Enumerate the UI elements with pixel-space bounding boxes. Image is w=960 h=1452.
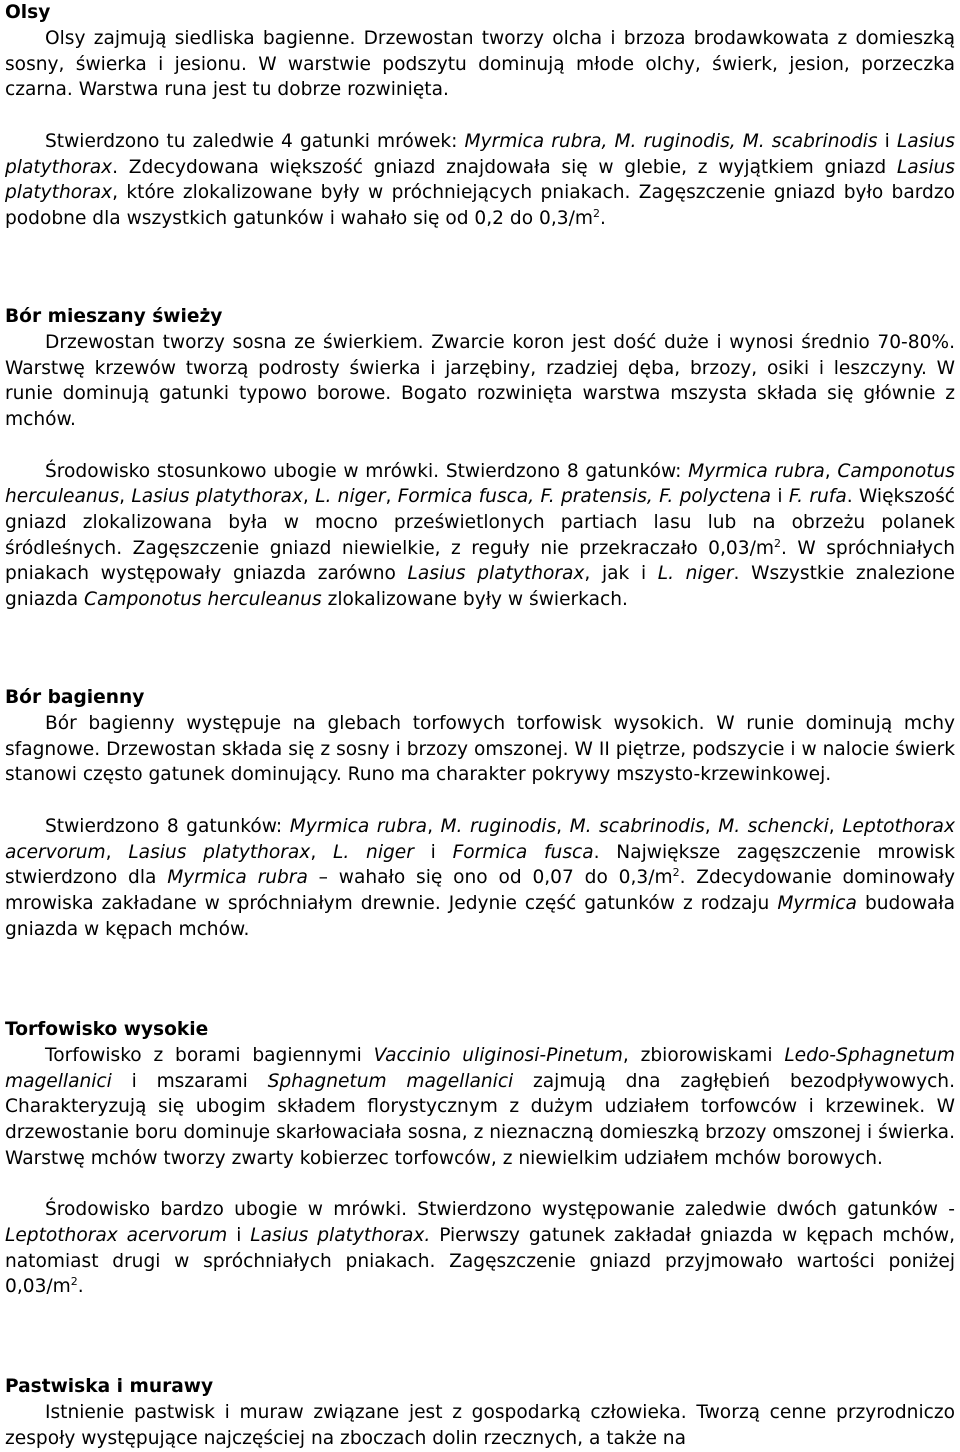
species-name: Myrmica rubra	[289, 815, 428, 837]
species-name: L. niger	[315, 486, 386, 508]
superscript: 2	[672, 866, 680, 880]
section-title: Olsy	[5, 2, 51, 23]
text-run: Bór bagienny występuje na glebach torfowych torfowisk wysokich. W runie dominują mchy sfagnowe. Drzewostan składa się z sosny i brzozy omszonej. W II piętrze, podszycie i w nalocie świerk stanowi często gatunek dominujący. Runo ma charakter pokrywy mszysto-krzewinkowej.	[5, 713, 955, 786]
paragraph	[5, 1197, 955, 1300]
text-run: Istnienie pastwisk i muraw związane jest z gospodarką człowieka. Tworzą cenne przyrodniczo zespoły występujące najczęściej na zboczach dolin rzecznych, a także na	[5, 1402, 955, 1449]
superscript: 2	[592, 206, 600, 220]
species-name: Camponotus herculeanus	[5, 460, 955, 508]
species-name: M. ruginodis	[440, 815, 557, 837]
text-run: zlokalizowane były w świerkach.	[321, 589, 628, 611]
text-run: ,	[556, 815, 570, 837]
text-run: ,	[824, 460, 838, 482]
species-name: M. scabrinodis	[569, 815, 705, 837]
text-run: . W spróchniałych pniakach występowały gniazda zarówno	[5, 537, 955, 585]
text-run: – wahało się ono od 0,07 do 0,3/m	[307, 867, 673, 889]
text-run: Środowisko stosunkowo ubogie w mrówki. Stwierdzono 8 gatunków:	[45, 460, 689, 482]
superscript: 2	[773, 536, 781, 550]
text-run: i	[413, 841, 453, 863]
text-run: Pierwszy gatunek zakładał gniazda w kępach mchów, natomiast drugi w spróchniałych pniakach. Zagęszczenie gniazd przyjmowało wartości poniżej 0,03/m	[5, 1224, 955, 1298]
species-name: Lasius platythorax	[131, 486, 303, 508]
species-name: Formica fusca, F. pratensis, F. polyctena	[397, 486, 772, 508]
text-run: Torfowisko z borami bagiennymi	[45, 1045, 374, 1066]
text-run: ,	[105, 841, 129, 863]
species-name: Camponotus herculeanus	[84, 589, 322, 611]
section-title: Torfowisko wysokie	[5, 1019, 209, 1040]
paragraph	[5, 814, 955, 943]
text-run: Drzewostan tworzy sosna ze świerkiem. Zwarcie koron jest dość duże i wynosi średnio 70-80%. Warstwę krzewów tworzą podrosty świerka i jarzębiny, rzadziej dęba, brzozy, osiki i leszczyny. W runie dominują gatunki typowo borowe. Bogato rozwinięta warstwa mszysta składa się głównie z mchów.	[5, 332, 955, 431]
text-run: ,	[119, 486, 132, 508]
text-run: zajmują dna zagłębień bezodpływowych. Charakteryzują się ubogim składem florystycznym z dużym udziałem torfowców i krzewinek. W drzewostanie boru dominuje skarłowaciała sosna, z nieznaczną domieszką brzozy omszonej i świerka. Warstwę mchów tworzy zwarty kobierzec torfowców, z niewielkim udziałem mchów borowych.	[5, 1070, 955, 1169]
species-name: Vaccinio uliginosi-Pinetum	[373, 1045, 623, 1066]
text-run: , jak i	[584, 563, 658, 585]
species-name: Myrmica rubra	[688, 460, 825, 482]
species-name: Leptothorax acervorum	[5, 1224, 228, 1246]
section-bor-bagienny	[5, 685, 955, 942]
species-name: L. niger	[657, 563, 734, 585]
text-run: . Zdecydowanie dominowały mrowiska zakładane w spróchniałym drewnie. Jedynie część gatunków z rodzaju	[5, 867, 955, 914]
text-run: i	[771, 486, 789, 508]
text-run: . Największe zagęszczenie mrowisk stwierdzono dla	[5, 841, 955, 889]
text-run: . Większość gniazd zlokalizowana była w mocno prześwietlonych partiach lasu lub na obrzeżu polanek śródleśnych. Zagęszczenie gniazd niewielkie, z reguły nie przekraczało 0,03/m	[5, 486, 956, 559]
paragraph	[5, 459, 955, 613]
text-run: . Wszystkie znalezione gniazda	[5, 563, 955, 611]
section-pastwiska-i-murawy	[5, 1374, 955, 1451]
species-name: Lasius platythorax	[5, 130, 955, 178]
text-run: Środowisko bardzo ubogie w mrówki. Stwierdzono występowanie zaledwie dwóch gatunków -	[45, 1199, 955, 1221]
text-run: ,	[310, 841, 333, 863]
text-run: ,	[828, 815, 843, 837]
section-title: Pastwiska i murawy	[5, 1376, 214, 1397]
text-run: budowała gniazda w kępach mchów.	[5, 892, 955, 940]
section-torfowisko-wysokie	[5, 1017, 955, 1300]
text-run: i	[877, 130, 897, 152]
text-run: , które zlokalizowane były w próchniejących pniakach. Zagęszczenie gniazd było bardzo podobne dla wszystkich gatunków i wahało się od 0,2 do 0,3/m	[5, 182, 955, 229]
species-name: L. niger	[333, 841, 414, 863]
paragraph	[5, 1043, 955, 1172]
paragraph	[5, 330, 955, 433]
species-name: F. rufa	[788, 486, 847, 508]
paragraph	[5, 711, 955, 788]
text-run: , zbiorowiskami	[622, 1045, 785, 1066]
text-run: .	[77, 1276, 84, 1298]
text-run: ,	[427, 815, 441, 837]
paragraph	[5, 129, 955, 232]
section-olsy	[5, 0, 955, 232]
paragraph	[5, 26, 955, 103]
section-title: Bór mieszany świeży	[5, 306, 223, 327]
species-name: Formica fusca	[452, 841, 594, 863]
species-name: Lasius platythorax	[5, 156, 955, 204]
text-run: Stwierdzono tu zaledwie 4 gatunki mrówek:	[45, 130, 465, 152]
text-run: i mszarami	[111, 1070, 268, 1092]
text-run: . Zdecydowana większość gniazd znajdowała się w glebie, z wyjątkiem gniazd	[112, 156, 897, 178]
text-run: Olsy zajmują siedliska bagienne. Drzewostan tworzy olcha i brzoza brodawkowata z domieszką sosny, świerka i jesionu. W warstwie podszytu dominują młode olchy, świerk, jesion, porzeczka czarna. Warstwa runa jest tu dobrze rozwinięta.	[5, 28, 955, 101]
text-run: i	[227, 1224, 251, 1246]
species-name: Lasius platythorax.	[250, 1224, 431, 1246]
species-name: Lasius platythorax	[407, 563, 585, 585]
text-run: .	[599, 207, 606, 229]
species-name: Leptothorax acervorum	[5, 815, 955, 863]
section-bor-mieszany-swiezy	[5, 304, 955, 613]
section-title: Bór bagienny	[5, 687, 145, 708]
text-run: ,	[302, 486, 316, 508]
superscript: 2	[70, 1275, 78, 1289]
text-run: ,	[385, 486, 398, 508]
text-run: ,	[704, 815, 719, 837]
species-name: M. schencki	[718, 815, 829, 837]
species-name: Myrmica rubra, M. ruginodis, M. scabrinodis	[464, 130, 878, 152]
species-name: Lasius platythorax	[128, 841, 311, 863]
text-run: Stwierdzono 8 gatunków:	[45, 815, 290, 837]
species-name: Myrmica rubra	[167, 867, 308, 889]
species-name: Sphagnetum magellanici	[267, 1070, 514, 1092]
paragraph	[5, 1400, 955, 1451]
species-name: Ledo-Sphagnetum magellanici	[5, 1045, 956, 1092]
species-name: Myrmica	[777, 892, 857, 914]
